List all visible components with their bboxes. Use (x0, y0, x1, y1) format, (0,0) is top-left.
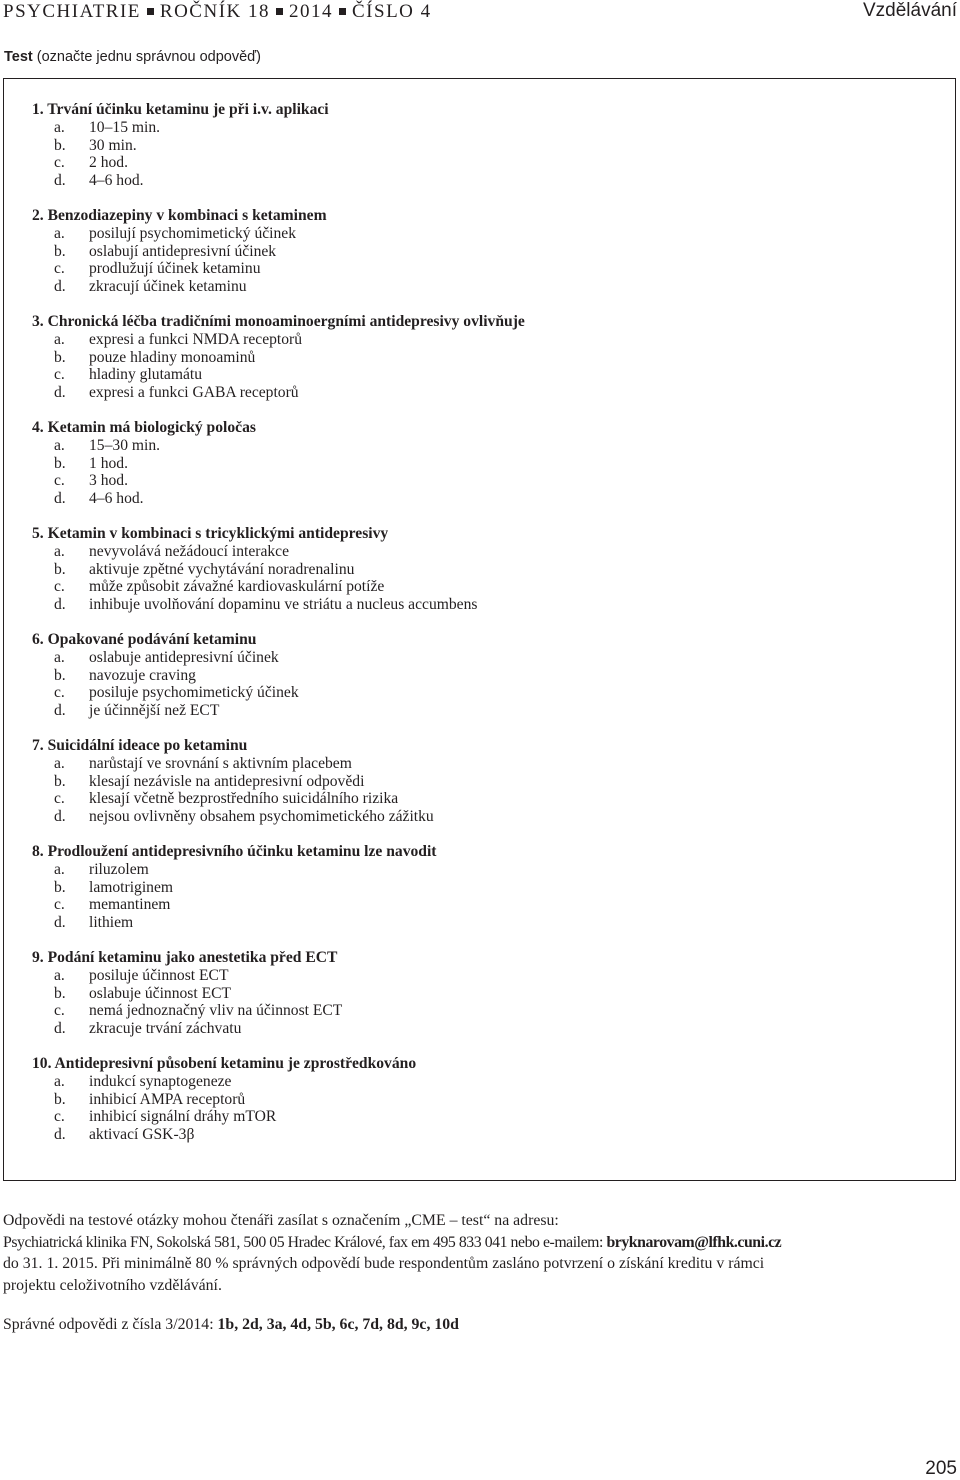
previous-answers-value: 1b, 2d, 3a, 4d, 5b, 6c, 7d, 8d, 9c, 10d (217, 1316, 459, 1333)
option-text: expresi a funkci NMDA receptorů (89, 330, 303, 348)
question-4 (32, 419, 932, 508)
answer-option (32, 472, 932, 490)
footer-address: Psychiatrická klinika FN, Sokolská 581, 500 05 Hradec Králové, fax em 495 833 041 nebo e-mailem: (3, 1233, 607, 1251)
option-letter: c. (54, 260, 65, 278)
answer-option (32, 1091, 932, 1109)
answer-option (32, 1002, 932, 1020)
option-letter: c. (54, 790, 65, 808)
journal-volume: ROČNÍK 18 (159, 1, 270, 22)
option-text: memantinem (89, 896, 171, 914)
test-heading (4, 49, 261, 65)
option-letter: b. (54, 242, 66, 260)
option-text: může způsobit závažné kardiovaskulární potíže (89, 578, 385, 596)
option-text: narůstají ve srovnání s aktivním placebem (89, 754, 352, 772)
option-text: oslabuje antidepresivní účinek (89, 648, 279, 666)
separator-square-icon (147, 8, 154, 15)
answer-option (32, 808, 932, 826)
option-text: 1 hod. (89, 454, 128, 472)
option-text: posiluje psychomimetický účinek (89, 684, 299, 702)
option-letter: a. (54, 118, 65, 136)
answer-option (32, 278, 932, 296)
option-letter: d. (54, 1126, 66, 1144)
question-text: 1. Trvání účinku ketaminu je při i.v. aplikaci (32, 101, 329, 118)
answer-option (32, 596, 932, 614)
answer-option (32, 649, 932, 667)
option-text: nevyvolává nežádoucí interakce (89, 542, 290, 560)
option-text: inhibicí AMPA receptorů (89, 1090, 246, 1108)
question-text: 2. Benzodiazepiny v kombinaci s ketaminem (32, 207, 327, 224)
answer-option (32, 1073, 932, 1091)
question-6 (32, 631, 932, 720)
question-text: 8. Prodloužení antidepresivního účinku ketaminu lze navodit (32, 843, 437, 860)
question-text: 5. Ketamin v kombinaci s tricyklickými antidepresivy (32, 525, 389, 542)
option-letter: d. (54, 172, 66, 190)
option-letter: d. (54, 808, 66, 826)
option-letter: d. (54, 384, 66, 402)
option-text: aktivací GSK-3β (89, 1126, 195, 1144)
answer-option (32, 349, 932, 367)
question-5 (32, 525, 932, 614)
answer-option (32, 667, 932, 685)
answer-option (32, 366, 932, 384)
option-letter: d. (54, 1020, 66, 1038)
previous-answers (3, 1314, 957, 1336)
answer-option (32, 561, 932, 579)
question-text: 6. Opakované podávání ketaminu (32, 631, 257, 648)
option-letter: c. (54, 896, 65, 914)
answer-option (32, 260, 932, 278)
option-text: klesají nezávisle na antidepresivní odpovědi (89, 772, 365, 790)
answer-option (32, 702, 932, 720)
answer-option (32, 437, 932, 455)
journal-issue: ČÍSLO 4 (352, 1, 432, 22)
option-letter: c. (54, 154, 65, 172)
option-letter: c. (54, 684, 65, 702)
answer-option (32, 119, 932, 137)
option-text: prodlužují účinek ketaminu (89, 260, 261, 278)
option-letter: d. (54, 914, 66, 932)
answer-option (32, 154, 932, 172)
footer-note (3, 1210, 957, 1336)
answer-option (32, 1126, 932, 1144)
option-text: pouze hladiny monoaminů (89, 348, 256, 366)
section-name: Vzdělávání (862, 0, 957, 21)
answer-option (32, 684, 932, 702)
option-text: oslabuje účinnost ECT (89, 984, 232, 1002)
separator-square-icon (339, 8, 346, 15)
footer-line-2 (3, 1232, 957, 1254)
journal-info (3, 1, 432, 23)
option-letter: a. (54, 966, 65, 984)
option-text: 15–30 min. (89, 436, 161, 454)
option-text: nemá jednoznačný vliv na účinnost ECT (89, 1002, 343, 1020)
question-7 (32, 737, 932, 826)
separator-square-icon (276, 8, 283, 15)
test-heading-instruction: (označte jednu správnou odpověď) (32, 49, 261, 65)
option-text: lamotriginem (89, 878, 174, 896)
question-2 (32, 207, 932, 296)
answer-option (32, 1020, 932, 1038)
option-letter: b. (54, 560, 66, 578)
answer-option (32, 755, 932, 773)
option-text: zkracuje trvání záchvatu (89, 1020, 242, 1038)
option-text: indukcí synaptogeneze (89, 1072, 232, 1090)
option-letter: b. (54, 454, 66, 472)
journal-name: PSYCHIATRIE (3, 1, 141, 22)
option-letter: c. (54, 1108, 65, 1126)
question-10 (32, 1055, 932, 1144)
answer-option (32, 790, 932, 808)
footer-email: bryknarovam@lfhk.cuni.cz (606, 1233, 782, 1251)
answer-option (32, 985, 932, 1003)
option-letter: d. (54, 278, 66, 296)
option-letter: a. (54, 224, 65, 242)
option-text: zkracují účinek ketaminu (89, 278, 247, 296)
option-letter: d. (54, 702, 66, 720)
question-9 (32, 949, 932, 1038)
option-letter: b. (54, 772, 66, 790)
question-text: 4. Ketamin má biologický poločas (32, 419, 256, 436)
previous-answers-label: Správné odpovědi z čísla 3/2014: (3, 1316, 218, 1333)
option-text: klesají včetně bezprostředního suicidálního rizika (89, 790, 399, 808)
option-letter: c. (54, 472, 65, 490)
option-text: 3 hod. (89, 472, 128, 490)
option-letter: a. (54, 436, 65, 454)
option-letter: c. (54, 1002, 65, 1020)
option-letter: c. (54, 578, 65, 596)
question-text: 7. Suicidální ideace po ketaminu (32, 737, 248, 754)
footer-line-1: Odpovědi na testové otázky mohou čtenáři zasílat s označením „CME – test“ na adresu: (3, 1212, 559, 1229)
answer-option (32, 225, 932, 243)
answer-option (32, 172, 932, 190)
answer-option (32, 490, 932, 508)
option-letter: b. (54, 984, 66, 1002)
option-text: expresi a funkci GABA receptorů (89, 384, 299, 402)
option-letter: a. (54, 1072, 65, 1090)
journal-year: 2014 (289, 1, 333, 22)
question-8 (32, 843, 932, 932)
answer-option (32, 861, 932, 879)
option-letter: a. (54, 860, 65, 878)
question-text: 9. Podání ketaminu jako anestetika před ECT (32, 949, 338, 966)
option-text: nejsou ovlivněny obsahem psychomimetického zážitku (89, 808, 434, 826)
option-letter: b. (54, 348, 66, 366)
option-text: 30 min. (89, 136, 137, 154)
option-text: navozuje craving (89, 666, 196, 684)
option-letter: d. (54, 490, 66, 508)
answer-option (32, 1108, 932, 1126)
option-text: inhibuje uvolňování dopaminu ve striátu a nucleus accumbens (89, 596, 478, 614)
answer-option (32, 896, 932, 914)
option-text: aktivuje zpětné vychytávání noradrenalinu (89, 560, 355, 578)
answer-option (32, 914, 932, 932)
option-text: 2 hod. (89, 154, 128, 172)
option-text: 4–6 hod. (89, 490, 144, 508)
option-letter: b. (54, 666, 66, 684)
option-text: 10–15 min. (89, 118, 161, 136)
option-text: inhibicí signální dráhy mTOR (89, 1108, 277, 1126)
question-3 (32, 313, 932, 402)
answer-option (32, 455, 932, 473)
option-text: posiluje účinnost ECT (89, 966, 229, 984)
option-letter: a. (54, 648, 65, 666)
option-letter: a. (54, 330, 65, 348)
answer-option (32, 331, 932, 349)
footer-line-3: do 31. 1. 2015. Při minimálně 80 % správných odpovědí bude respondentům zasláno potvrzení o získání kreditu v rámci (3, 1255, 765, 1272)
answer-option (32, 773, 932, 791)
option-text: posilují psychomimetický účinek (89, 224, 297, 242)
option-letter: b. (54, 878, 66, 896)
answer-option (32, 879, 932, 897)
option-text: oslabují antidepresivní účinek (89, 242, 277, 260)
option-letter: a. (54, 754, 65, 772)
answer-option (32, 543, 932, 561)
question-1 (32, 101, 932, 190)
option-text: riluzolem (89, 860, 149, 878)
option-letter: b. (54, 1090, 66, 1108)
answer-option (32, 137, 932, 155)
question-text: 3. Chronická léčba tradičními monoaminoergními antidepresivy ovlivňuje (32, 313, 525, 330)
option-letter: b. (54, 136, 66, 154)
option-text: hladiny glutamátu (89, 366, 203, 384)
answer-option (32, 578, 932, 596)
footer-line-4: projektu celoživotního vzdělávání. (3, 1276, 222, 1294)
answer-option (32, 967, 932, 985)
answer-option (32, 384, 932, 402)
option-letter: d. (54, 596, 66, 614)
test-heading-bold: Test (4, 49, 33, 65)
option-letter: c. (54, 366, 65, 384)
question-text: 10. Antidepresivní působení ketaminu je zprostředkováno (32, 1055, 417, 1072)
page-number: 205 (925, 1458, 957, 1479)
page-header (3, 0, 957, 22)
option-letter: a. (54, 542, 65, 560)
option-text: 4–6 hod. (89, 172, 144, 190)
answer-option (32, 243, 932, 261)
option-text: je účinnější než ECT (89, 702, 220, 720)
option-text: lithiem (89, 914, 134, 932)
